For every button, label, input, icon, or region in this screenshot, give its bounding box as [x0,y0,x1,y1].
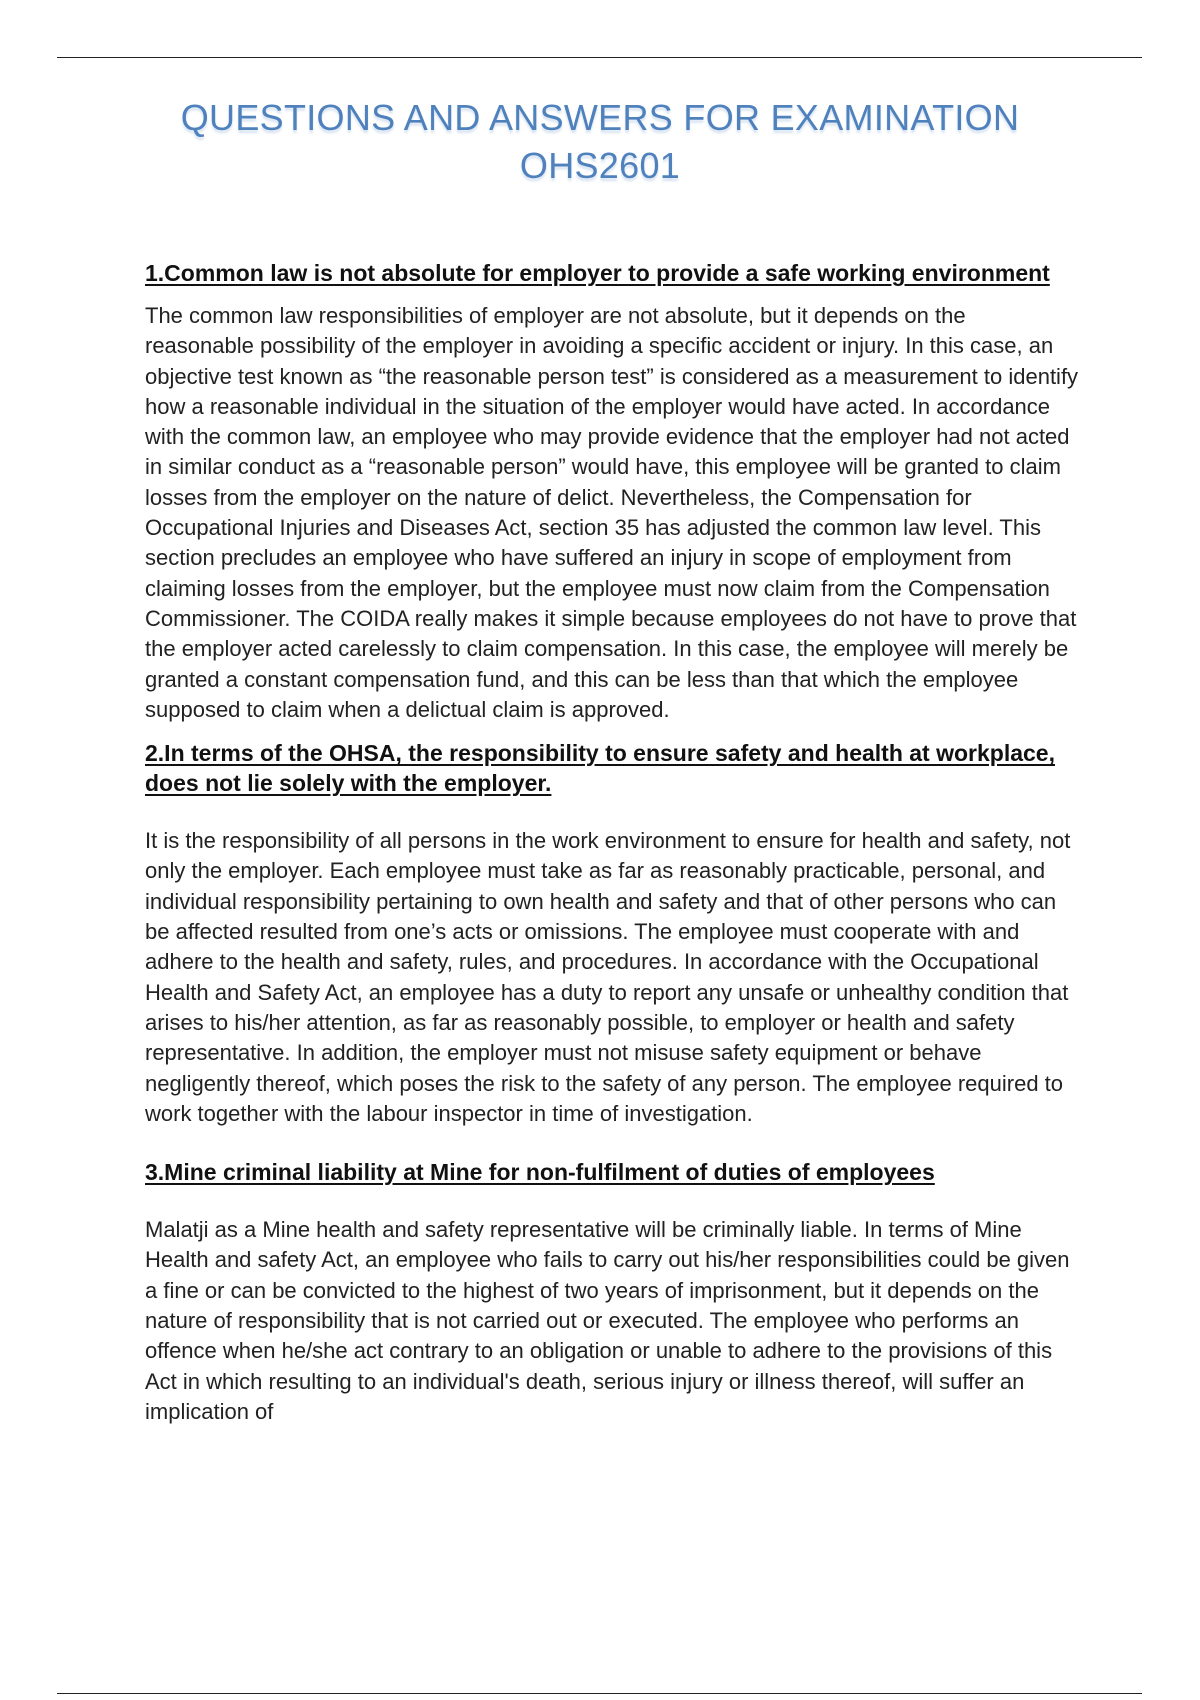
section-3-heading: 3.Mine criminal liability at Mine for non-fulfilment of duties of employees [145,1159,935,1186]
title-line-1: QUESTIONS AND ANSWERS FOR EXAMINATION [180,97,1020,139]
section-3-body: Malatji as a Mine health and safety representative will be criminally liable. In terms of Mine Health and safety Act, an employee who fails to carry out his/her responsibilities could be given a fine or can be convicted to the highest of two years of imprisonment, but it depends on the nature of responsibility that is not carried out or executed. The employee who performs an offence when he/she act contrary to an obligation or unable to adhere to the provisions of this Act in which resulting to an individual's death, serious injury or illness thereof, will suffer an implication of [145,1217,1070,1424]
bottom-rule [57,1693,1142,1694]
section-2-heading: 2.In terms of the OHSA, the responsibility to ensure safety and health at workplace, does not lie solely with the employer. [145,740,1055,797]
document-title [0,94,1200,190]
document-body [145,258,1080,1427]
section-1-heading: 1.Common law is not absolute for employer to provide a safe working environment [145,260,1050,286]
top-rule [57,57,1142,58]
section-1-body: The common law responsibilities of employer are not absolute, but it depends on the reasonable possibility of the employer in avoiding a specific accident or injury. In this case, an objective test known as “the reasonable person test” is considered as a measurement to identify how a reasonable individual in the situation of the employer would have acted. In accordance with the common law, an employee who may provide evidence that the employer had not acted in similar conduct as a “reasonable person” would have, this employee will be granted to claim losses from the employer on the nature of delict. Nevertheless, the Compensation for Occupational Injuries and Diseases Act, section 35 has adjusted the common law level. This section precludes an employee who have suffered an injury in scope of employment from claiming losses from the employer, but the employee must now claim from the Compensation Commissioner. The COIDA really makes it simple because employees do not have to prove that the employer acted carelessly to claim compensation. In this case, the employee will merely be granted a constant compensation fund, and this can be less than that which the employee supposed to claim when a delictual claim is approved. [145,303,1079,722]
title-line-2: OHS2601 [519,145,681,187]
section-2-body: It is the responsibility of all persons in the work environment to ensure for health and safety, not only the employer. Each employee must take as far as reasonably practicable, personal, and individual responsibility pertaining to own health and safety and that of other persons who can be affected resulted from one’s acts or omissions. The employee must cooperate with and adhere to the health and safety, rules, and procedures. In accordance with the Occupational Health and Safety Act, an employee has a duty to report any unsafe or unhealthy condition that arises to his/her attention, as far as reasonably possible, to employer or health and safety representative. In addition, the employer must not misuse safety equipment or behave negligently thereof, which poses the risk to the safety of any person. The employee required to work together with the labour inspector in time of investigation. [145,828,1071,1126]
